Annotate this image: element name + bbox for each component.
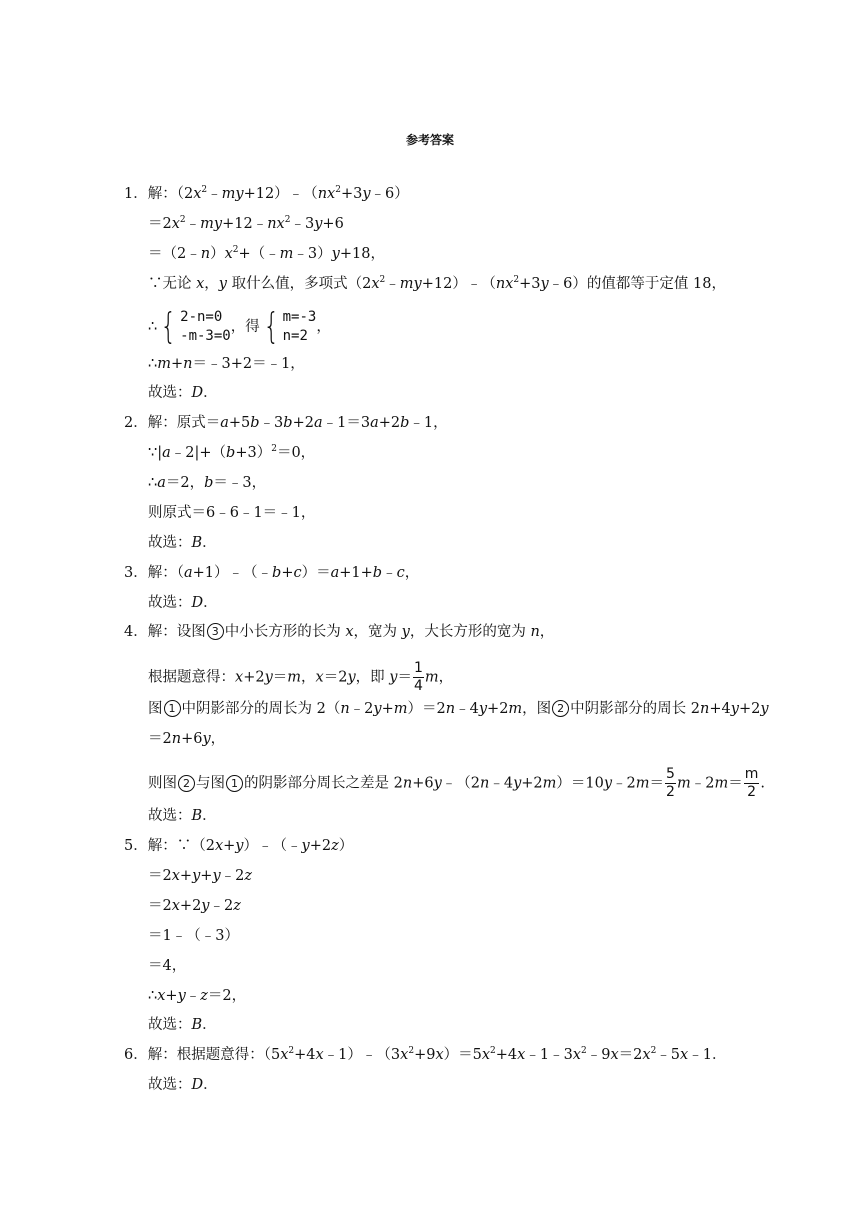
math-variable: a [313, 415, 323, 431]
text-segment: ＝ [272, 669, 288, 686]
math-variable: B [191, 535, 203, 551]
text-segment: ， [301, 669, 316, 686]
math-variable: n [200, 246, 211, 262]
math-variable: b [283, 415, 293, 431]
text-segment: ﹣ [385, 276, 400, 292]
math-variable: x [680, 1047, 689, 1063]
math-variable: a [157, 475, 166, 491]
page-title: 参考答案 [405, 133, 454, 147]
math-variable: m [508, 701, 523, 717]
text-segment: ＝1﹣（﹣3） [148, 928, 239, 944]
text-segment: ﹣3） [293, 246, 332, 262]
text-segment: + [281, 565, 294, 581]
text-segment: ， [204, 276, 219, 292]
text-segment: 故选： [148, 1017, 192, 1033]
solution-line [148, 866, 252, 886]
math-variable: y [177, 988, 186, 1004]
math-variable: y [478, 701, 488, 717]
equation-row: n=2 [282, 328, 308, 344]
text-segment: ． [202, 1017, 217, 1033]
solution-line [148, 896, 241, 916]
math-variable: x [224, 246, 233, 262]
text-segment: 图 [148, 701, 163, 717]
text-segment: ， [404, 565, 420, 581]
math-variable: y [730, 701, 739, 717]
solution-line [148, 274, 726, 294]
text-segment: ﹣2 [349, 701, 374, 717]
solution-line [148, 443, 315, 463]
text-segment: 与图 [196, 775, 225, 792]
math-variable: y [513, 775, 522, 792]
text-segment: ， [210, 731, 226, 747]
text-segment: ∴ [148, 475, 158, 491]
solution-line [148, 766, 765, 801]
math-variable: x [517, 1047, 526, 1063]
text-segment: ＝2 [323, 669, 348, 686]
text-segment: ， [316, 319, 331, 335]
text-segment: +12）﹣（ [243, 186, 318, 202]
fraction-denominator: 2 [666, 784, 675, 800]
text-segment: 1．解：（2 [124, 186, 194, 202]
math-variable: y [540, 276, 549, 292]
math-variable: m [542, 775, 557, 792]
text-segment: + [170, 356, 184, 372]
text-segment: ＝ [397, 669, 412, 686]
math-variable: x [214, 838, 224, 854]
math-variable: y [264, 669, 273, 686]
text-segment: ＝2 [618, 1047, 643, 1063]
text-segment: 6．解：根据题意得：（5 [124, 1047, 281, 1063]
text-segment: ﹣3 [290, 216, 315, 232]
text-segment: + [200, 868, 213, 884]
text-segment: ＝2 [148, 216, 172, 232]
text-segment: ＝2 [148, 868, 172, 884]
text-segment: 故选： [148, 535, 192, 551]
math-variable: y [218, 276, 227, 292]
math-variable: x [235, 669, 244, 686]
math-variable: n [340, 701, 350, 717]
text-segment: +2 [521, 775, 543, 792]
text-segment: ﹣ [185, 988, 201, 1004]
text-segment: ﹣2 [612, 775, 636, 792]
math-variable: m [676, 775, 691, 792]
math-variable: n [530, 624, 540, 640]
math-variable: y [301, 838, 310, 854]
text-segment: 取什么值，多项式（2 [227, 276, 372, 292]
superscript: 2 [179, 215, 186, 225]
math-variable: nx [317, 186, 336, 202]
text-segment: +1+ [339, 565, 373, 581]
math-variable: my [221, 186, 244, 202]
text-segment: ﹣1＝3 [322, 415, 371, 431]
math-variable: x [315, 669, 324, 686]
math-variable: x [400, 1047, 409, 1063]
math-variable: y [314, 216, 323, 232]
text-segment: 中阴影部分的周长为 2（ [181, 701, 341, 717]
solution-line [148, 383, 218, 403]
solution-line [148, 1075, 218, 1095]
text-segment: 中小长方形的长为 [224, 624, 346, 640]
math-variable: y [389, 669, 398, 686]
math-variable: y [202, 731, 211, 747]
text-segment: ，得 [230, 319, 260, 335]
solution-line [124, 413, 448, 433]
math-variable: n [183, 356, 193, 372]
text-segment: ＝ [728, 775, 743, 792]
math-variable: n [480, 775, 490, 792]
text-segment: ∵| [148, 445, 163, 461]
math-variable: c [396, 565, 405, 581]
text-segment: ＝2 [148, 731, 172, 747]
text-segment: +2 [292, 415, 314, 431]
text-segment: ）＝5 [443, 1047, 482, 1063]
text-segment: ﹣ [207, 186, 222, 202]
text-segment: ∴ [148, 988, 158, 1004]
superscript: 2 [490, 1046, 496, 1056]
text-segment: . [760, 775, 765, 792]
text-segment: 4．解：设图 [124, 624, 206, 640]
math-variable: y [347, 669, 356, 686]
text-segment: ）﹣（﹣ [243, 838, 302, 854]
math-variable: b [400, 415, 410, 431]
superscript: 2 [284, 215, 291, 225]
math-variable: m [279, 246, 294, 262]
superscript: 2 [408, 1046, 415, 1056]
math-variable: m [393, 701, 408, 717]
math-variable: a [220, 415, 229, 431]
superscript: 2 [379, 275, 386, 285]
solution-line [148, 660, 453, 695]
solution-line [148, 926, 239, 946]
math-variable: y [362, 186, 371, 202]
text-segment: 中阴影部分的周长 2 [570, 701, 701, 717]
math-variable: y [201, 898, 210, 914]
math-variable: D [191, 1077, 204, 1093]
text-segment: ﹣2 [690, 775, 715, 792]
solution-line [148, 244, 385, 264]
fraction [665, 766, 676, 801]
text-segment: +3 [519, 276, 541, 292]
math-variable: y [603, 775, 613, 792]
text-segment: ＝4， [148, 958, 187, 974]
math-variable: x [157, 988, 166, 1004]
text-segment: ）＝ [301, 565, 331, 581]
solution-line [124, 622, 554, 642]
text-segment: 5．解：∵（2 [124, 838, 215, 854]
math-variable: nx [267, 216, 285, 232]
math-variable: x [371, 276, 380, 292]
text-segment: ﹣2|+（ [170, 445, 227, 461]
text-segment: ，图 [522, 701, 552, 717]
math-variable: b [372, 565, 383, 581]
math-variable: n [445, 701, 456, 717]
text-segment: +（﹣ [238, 246, 280, 262]
math-variable: x [171, 898, 180, 914]
text-segment: +5 [228, 415, 251, 431]
math-variable: y [760, 701, 769, 717]
text-segment: +3 [340, 186, 363, 202]
text-segment: ﹣（2 [441, 775, 480, 792]
math-variable: x [435, 1047, 444, 1063]
math-variable: B [191, 808, 203, 824]
superscript: 2 [335, 185, 341, 195]
text-segment: + [165, 988, 178, 1004]
math-variable: b [226, 445, 236, 461]
circled-number: 1 [164, 700, 181, 717]
math-variable: x [196, 276, 205, 292]
text-segment: ﹣1﹣3 [525, 1047, 573, 1063]
math-variable: y [331, 246, 340, 262]
math-variable: x [481, 1047, 491, 1063]
math-variable: my [399, 276, 422, 292]
text-segment: +1）﹣（﹣ [192, 565, 273, 581]
fraction [413, 660, 424, 695]
text-segment: ）＝10 [556, 775, 604, 792]
math-variable: m [424, 669, 439, 686]
solution-line [148, 533, 217, 553]
text-segment: 则原式＝6﹣6﹣1＝﹣1， [148, 505, 316, 521]
math-variable: x [345, 624, 354, 640]
superscript: 2 [650, 1046, 657, 1056]
text-segment: ﹣6）的值都等于定值 18， [548, 276, 726, 292]
math-variable: y [212, 868, 221, 884]
solution-line [148, 729, 225, 749]
math-variable: nx [495, 276, 514, 292]
math-variable: x [572, 1047, 581, 1063]
math-variable: n [402, 775, 413, 792]
text-segment: ，宽为 [353, 624, 402, 640]
text-segment: ∴ [148, 319, 158, 335]
text-segment: ． [202, 808, 217, 824]
math-variable: x [642, 1047, 651, 1063]
text-segment: ， [539, 624, 555, 640]
math-variable: b [204, 475, 214, 491]
math-variable: x [193, 186, 202, 202]
solution-line [148, 473, 266, 493]
math-variable: D [191, 595, 204, 611]
equation-system [157, 308, 230, 346]
text-segment: 故选： [148, 595, 192, 611]
text-segment: + [223, 838, 236, 854]
text-segment: ） [338, 838, 354, 854]
text-segment: ＝2， [165, 475, 205, 491]
text-segment: +4 [709, 701, 731, 717]
fraction-denominator: 4 [413, 678, 423, 694]
text-segment: ＝ [649, 775, 665, 792]
math-variable: x [280, 1047, 289, 1063]
text-segment: ﹣6） [370, 186, 409, 202]
superscript: 2 [271, 444, 277, 454]
math-variable: D [191, 385, 204, 401]
superscript: 2 [513, 275, 520, 285]
math-variable: x [171, 216, 180, 232]
text-segment: ﹣2 [209, 898, 234, 914]
solution-line [148, 503, 315, 523]
math-variable: a [370, 415, 379, 431]
math-variable: b [250, 415, 260, 431]
math-variable: c [293, 565, 302, 581]
superscript: 2 [201, 185, 208, 195]
text-segment: +2 [487, 701, 509, 717]
math-variable: m [157, 356, 171, 372]
math-variable: a [183, 565, 193, 581]
text-segment: ﹣1． [688, 1047, 727, 1063]
text-segment: +2 [738, 701, 761, 717]
math-variable: a [330, 565, 340, 581]
text-segment: ＝2 [148, 898, 172, 914]
text-segment: +2 [309, 838, 332, 854]
text-segment: ＝﹣3， [213, 475, 267, 491]
solution-line [148, 806, 217, 826]
equation-system [260, 308, 317, 346]
math-variable: z [331, 838, 339, 854]
fraction [744, 766, 760, 801]
math-variable: y [192, 868, 201, 884]
math-variable: my [200, 216, 223, 232]
text-segment: ∴ [148, 356, 158, 372]
brace-icon: { [263, 306, 280, 347]
text-segment: ＝（2﹣ [148, 246, 201, 262]
text-segment: +2 [243, 669, 265, 686]
fraction-denominator: 2 [747, 784, 756, 800]
text-segment: ﹣3 [259, 415, 284, 431]
math-variable: n [171, 731, 182, 747]
text-segment: +12﹣ [222, 216, 268, 232]
text-segment: ﹣5 [656, 1047, 681, 1063]
text-segment: ∵无论 [148, 276, 197, 292]
text-segment: +9 [414, 1047, 436, 1063]
text-segment: ﹣ [185, 216, 201, 232]
text-segment: ﹣4 [455, 701, 479, 717]
circled-number: 1 [226, 775, 243, 792]
text-segment: 根据题意得： [148, 669, 235, 686]
solution-line [124, 563, 419, 583]
solution-line [148, 308, 331, 346]
text-segment: ﹣9 [586, 1047, 611, 1063]
solution-line [148, 699, 769, 719]
solution-line [148, 956, 186, 976]
math-variable: m [714, 775, 729, 792]
text-segment: +4 [495, 1047, 518, 1063]
math-variable: n [700, 701, 710, 717]
text-segment: ﹣1， [409, 415, 448, 431]
superscript: 2 [580, 1046, 587, 1056]
superscript: 2 [232, 245, 239, 255]
math-variable: z [244, 868, 253, 884]
text-segment: +2 [378, 415, 401, 431]
text-segment: ． [202, 535, 217, 551]
equation-row: 2-n=0 [180, 309, 223, 325]
math-variable: y [235, 838, 244, 854]
solution-line [148, 593, 218, 613]
brace-icon: { [160, 306, 177, 347]
text-segment: + [179, 868, 193, 884]
math-variable: x [171, 868, 180, 884]
text-segment: ． [203, 595, 218, 611]
text-segment: +12）﹣（ [421, 276, 496, 292]
circled-number: 2 [178, 775, 195, 792]
equation-row: -m-3=0 [180, 328, 231, 344]
text-segment: ． [203, 385, 218, 401]
text-segment: +18， [339, 246, 385, 262]
text-segment: 3．解：（ [124, 565, 184, 581]
math-variable: a [162, 445, 171, 461]
fraction-numerator: 5 [666, 766, 675, 782]
text-segment: +4 [294, 1047, 316, 1063]
solution-line [148, 1015, 217, 1035]
text-segment: ，即 [355, 669, 390, 686]
solution-line [148, 214, 344, 234]
equation-row: m=-3 [282, 309, 317, 325]
superscript: 2 [288, 1046, 295, 1056]
math-variable: x [610, 1047, 619, 1063]
math-variable: m [287, 669, 302, 686]
text-segment: ＝﹣3+2＝﹣1， [192, 356, 305, 372]
text-segment: ，大长方形的宽为 [409, 624, 531, 640]
text-segment: +6 [412, 775, 434, 792]
solution-line [148, 354, 305, 374]
text-segment: ﹣4 [489, 775, 514, 792]
text-segment: 故选： [148, 1077, 192, 1093]
circled-number: 3 [207, 623, 224, 640]
text-segment: ）＝2 [407, 701, 446, 717]
fraction-numerator: 1 [413, 660, 423, 676]
math-variable: m [635, 775, 650, 792]
math-variable: y [373, 701, 382, 717]
text-segment: 故选： [148, 385, 192, 401]
text-segment: +2 [179, 898, 202, 914]
text-segment: 的阴影部分周长之差是 2 [244, 775, 403, 792]
text-segment: +6 [181, 731, 203, 747]
text-segment: 则图 [148, 775, 177, 792]
fraction-numerator: m [744, 766, 759, 782]
text-segment: 2．解：原式＝ [124, 415, 221, 431]
text-segment: ﹣ [382, 565, 397, 581]
text-segment: +6 [322, 216, 344, 232]
math-variable: B [191, 1017, 203, 1033]
math-variable: y [401, 624, 410, 640]
text-segment: ＝2， [207, 988, 247, 1004]
solution-line [124, 1045, 726, 1065]
math-variable: b [272, 565, 282, 581]
text-segment: ， [438, 669, 454, 686]
solution-line [148, 986, 246, 1006]
text-segment: +3） [235, 445, 272, 461]
text-segment: ﹣1）﹣（3 [323, 1047, 401, 1063]
text-segment: ） [210, 246, 225, 262]
text-segment: 故选： [148, 808, 192, 824]
math-variable: x [315, 1047, 324, 1063]
solution-line [124, 184, 409, 204]
math-variable: z [200, 988, 208, 1004]
text-segment: ． [203, 1077, 218, 1093]
text-segment: + [381, 701, 394, 717]
solution-line [124, 836, 353, 856]
circled-number: 2 [552, 700, 569, 717]
text-segment: ﹣2 [220, 868, 245, 884]
text-segment: ＝0， [276, 445, 316, 461]
math-variable: y [433, 775, 442, 792]
math-variable: z [233, 898, 241, 914]
